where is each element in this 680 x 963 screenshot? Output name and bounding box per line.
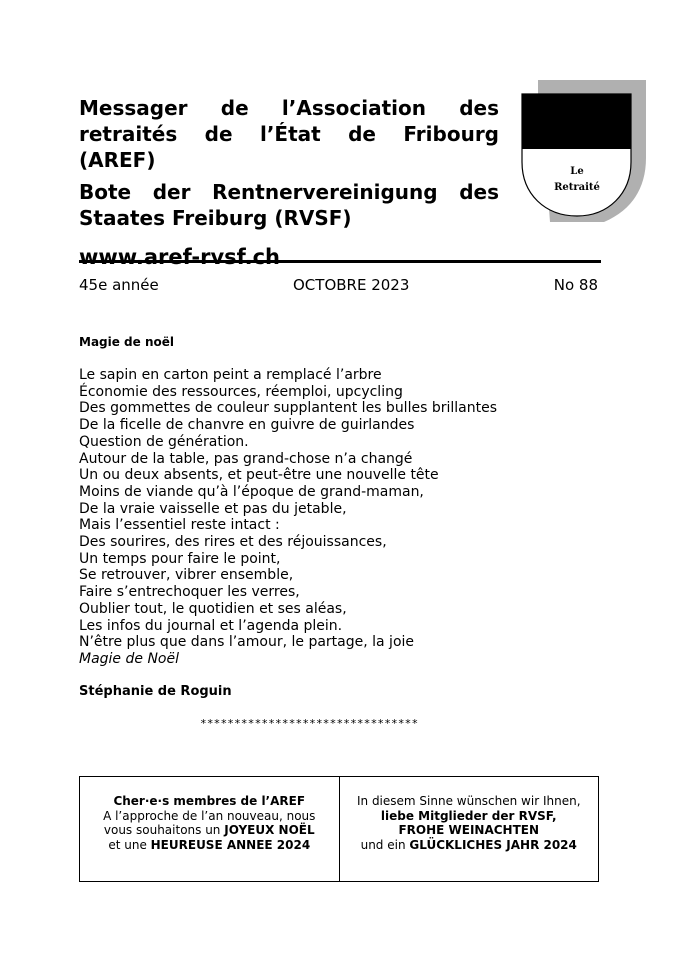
greeting-fr-line2-text: vous souhaitons un xyxy=(103,823,225,837)
poem-closing-line: Magie de Noël xyxy=(79,650,179,667)
poem-line: Moins de viande qu’à l’époque de grand-maman, xyxy=(79,483,424,500)
title-german: Bote der Rentnervereinigung des Staates Freiburg (RVSF) xyxy=(79,180,499,230)
poem-line: Un ou deux absents, et peut-être une nouvelle tête xyxy=(79,467,439,484)
greeting-fr-line1: A l’approche de l’an nouveau, nous xyxy=(103,808,316,823)
le-retraite-logo xyxy=(520,76,648,226)
issue-number: No 88 xyxy=(553,276,598,294)
poem-body xyxy=(79,367,497,668)
poem-line: Le sapin en carton peint a remplacé l’arbre xyxy=(79,367,382,383)
greeting-french xyxy=(80,777,340,881)
poem-line: Mais l’essentiel reste intact : xyxy=(79,517,280,534)
greeting-de-glueckliches-jahr: GLÜCKLICHES JAHR 2024 xyxy=(409,837,577,852)
poem-line: Oublier tout, le quotidien et ses aléas, xyxy=(79,600,347,617)
masthead xyxy=(79,95,499,270)
greeting-de-frohe-weinachten: FROHE WEINACHTEN xyxy=(398,823,540,837)
poem-line: Un temps pour faire le point, xyxy=(79,550,281,567)
poem-line: Question de génération. xyxy=(79,433,249,450)
greetings-box xyxy=(79,776,599,882)
poem-title: Magie de noël xyxy=(79,335,175,349)
greeting-de-line4-text: und ein xyxy=(360,837,410,852)
poem-line: Les infos du journal et l’agenda plein. xyxy=(79,617,343,634)
poem-line: De la ficelle de chanvre en guivre de guirlandes xyxy=(79,417,415,434)
greeting-fr-heureuse-annee: HEUREUSE ANNEE 2024 xyxy=(150,837,311,852)
greeting-de-salutation: liebe Mitglieder der RVSF, xyxy=(380,808,557,823)
greeting-de-line4 xyxy=(340,838,599,853)
poem-line: Autour de la table, pas grand-chose n’a changé xyxy=(79,450,413,467)
website-url[interactable]: www.aref-rvsf.ch xyxy=(79,245,280,269)
greeting-fr-line3 xyxy=(80,838,339,853)
issue-year: 45e année xyxy=(79,276,159,294)
logo-text-retraite: Retraité xyxy=(554,182,600,193)
greeting-fr-line3-text: et une xyxy=(108,837,151,852)
poem-author: Stéphanie de Roguin xyxy=(79,684,232,699)
poem-line: Se retrouver, vibrer ensemble, xyxy=(79,567,294,584)
separator-stars: ******************************** xyxy=(200,717,419,730)
greeting-de-line1: In diesem Sinne wünschen wir Ihnen, xyxy=(356,794,581,808)
greeting-german xyxy=(340,777,599,881)
poem-line: Économie des ressources, réemploi, upcycling xyxy=(79,383,403,400)
header-rule xyxy=(79,260,601,263)
issue-date: OCTOBRE 2023 xyxy=(293,276,410,294)
logo-shield-black-band xyxy=(522,94,631,149)
poem-line: Des sourires, des rires et des réjouissances, xyxy=(79,534,387,551)
poem-line: Des gommettes de couleur supplantent les bulles brillantes xyxy=(79,400,497,417)
greeting-fr-line2 xyxy=(80,823,339,838)
title-french: Messager de l’Association des retraités de l’État de Fribourg (AREF) xyxy=(79,96,499,172)
poem-line: N’être plus que dans l’amour, le partage, la joie xyxy=(79,634,415,651)
poem-line: De la vraie vaisselle et pas du jetable, xyxy=(79,500,347,517)
greeting-fr-salutation: Cher·e·s membres de l’AREF xyxy=(113,794,306,808)
poem-line: Faire s’entrechoquer les verres, xyxy=(79,584,300,601)
greeting-fr-joyeux-noel: JOYEUX NOËL xyxy=(224,823,315,837)
logo-text-le: Le xyxy=(570,166,584,177)
